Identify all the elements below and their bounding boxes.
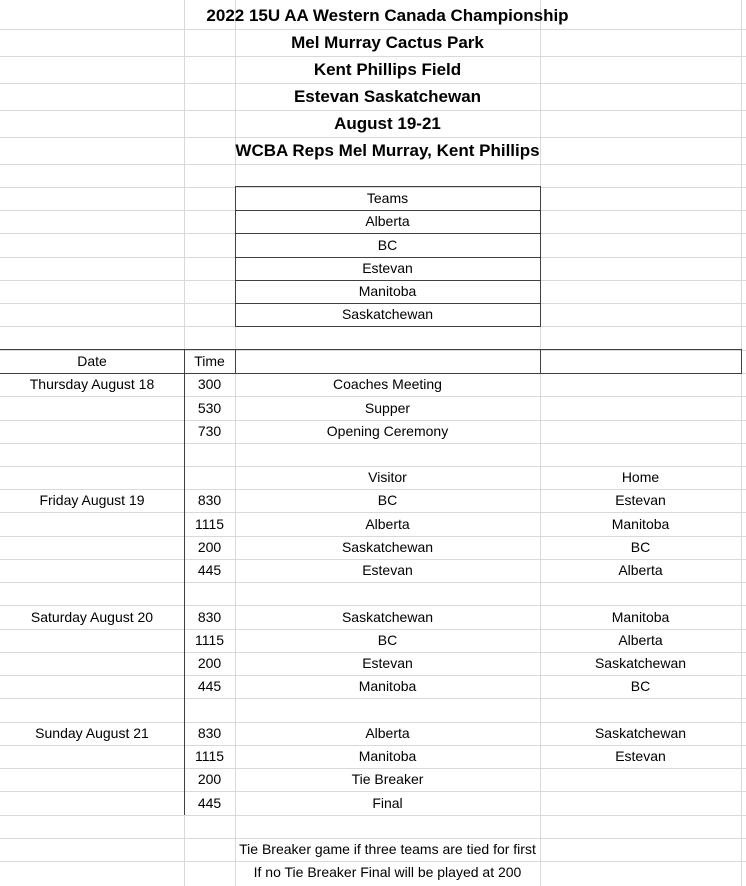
game-time: 445 xyxy=(197,795,222,811)
game-time: 445 xyxy=(197,678,222,694)
championship-title: 2022 15U AA Western Canada Championship xyxy=(206,6,569,25)
team-item: Estevan xyxy=(362,260,413,276)
visitor-team: Estevan xyxy=(362,655,413,671)
event-time: 530 xyxy=(197,400,222,416)
game-time: 1115 xyxy=(194,748,225,764)
home-team: Alberta xyxy=(618,632,663,648)
game-time: 1115 xyxy=(194,516,225,532)
game-time: 200 xyxy=(197,771,222,787)
time-column-header: Time xyxy=(194,353,225,369)
event-dates: August 19-21 xyxy=(334,114,441,133)
home-team: Manitoba xyxy=(611,609,670,625)
game-time: 200 xyxy=(197,539,222,555)
location: Estevan Saskatchewan xyxy=(293,87,482,106)
team-item: Manitoba xyxy=(358,283,417,299)
home-team: Saskatchewan xyxy=(594,655,687,671)
home-column-header: Home xyxy=(621,469,660,485)
visitor-column-header: Visitor xyxy=(368,469,407,485)
visitor-team: Final xyxy=(372,795,403,811)
visitor-team: BC xyxy=(377,632,398,648)
date-column-header: Date xyxy=(77,353,107,369)
final-note: If no Tie Breaker Final will be played at 200 xyxy=(253,864,522,880)
day-label: Sunday August 21 xyxy=(35,725,149,741)
day-label: Friday August 19 xyxy=(39,492,145,508)
field-name: Kent Phillips Field xyxy=(313,60,462,79)
visitor-team: Alberta xyxy=(365,516,410,532)
teams-header: Teams xyxy=(366,190,409,206)
game-time: 445 xyxy=(197,562,222,578)
team-item: Saskatchewan xyxy=(341,306,434,322)
visitor-team: BC xyxy=(377,492,398,508)
home-team: Alberta xyxy=(618,562,663,578)
visitor-team: Manitoba xyxy=(358,678,417,694)
visitor-team: Manitoba xyxy=(358,748,417,764)
team-item: BC xyxy=(377,237,398,253)
team-item: Alberta xyxy=(365,213,410,229)
event-name: Opening Ceremony xyxy=(326,423,449,439)
visitor-team: Saskatchewan xyxy=(341,539,434,555)
tie-breaker-note: Tie Breaker game if three teams are tied for first xyxy=(239,841,536,857)
day-label: Saturday August 20 xyxy=(30,609,154,625)
event-time: 730 xyxy=(197,423,222,439)
visitor-team: Estevan xyxy=(362,562,413,578)
game-time: 1115 xyxy=(194,632,225,648)
home-team xyxy=(540,792,741,815)
game-time: 830 xyxy=(197,609,222,625)
home-team: Manitoba xyxy=(611,516,670,532)
home-team xyxy=(540,768,741,791)
wcba-reps: WCBA Reps Mel Murray, Kent Phillips xyxy=(235,141,540,160)
event-name: Coaches Meeting xyxy=(333,376,442,392)
home-team: Saskatchewan xyxy=(594,725,687,741)
day-label: Thursday August 18 xyxy=(29,376,155,392)
event-time: 300 xyxy=(197,376,222,392)
home-team: BC xyxy=(630,539,651,555)
home-team: BC xyxy=(630,678,651,694)
home-team: Estevan xyxy=(615,748,666,764)
park-name: Mel Murray Cactus Park xyxy=(291,33,484,52)
game-time: 830 xyxy=(197,725,222,741)
home-team: Estevan xyxy=(615,492,666,508)
visitor-team: Alberta xyxy=(365,725,410,741)
visitor-team: Tie Breaker xyxy=(351,771,424,787)
game-time: 830 xyxy=(197,492,222,508)
game-time: 200 xyxy=(197,655,222,671)
visitor-team: Saskatchewan xyxy=(341,609,434,625)
event-name: Supper xyxy=(364,400,411,416)
